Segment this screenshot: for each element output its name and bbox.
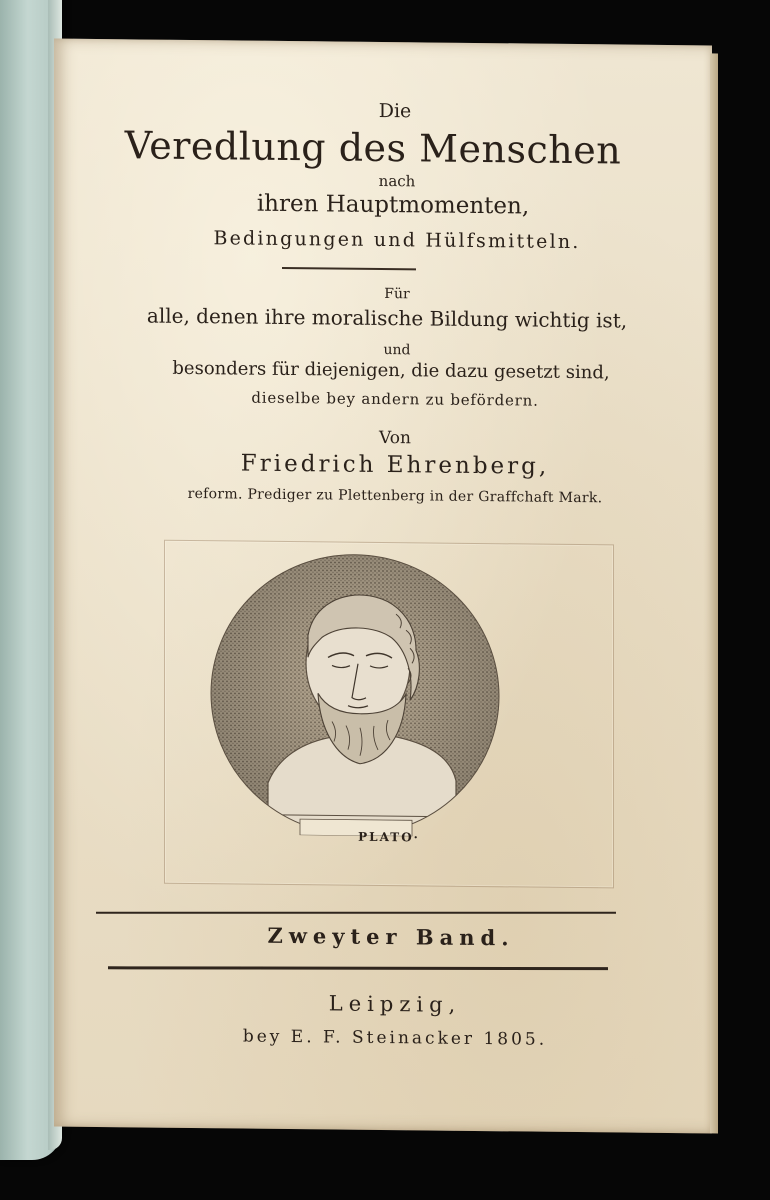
pretitle: Die — [378, 99, 412, 123]
dedication-line-2: besonders für diejenigen, die dazu gesetzt sind, — [172, 357, 610, 384]
dedication-und: und — [383, 342, 411, 359]
von-text: Von — [379, 427, 411, 449]
portrait-caption: PLATO· — [358, 829, 420, 845]
divider-upper — [96, 912, 616, 914]
nach-text: nach — [378, 171, 416, 191]
divider-lower — [108, 966, 608, 970]
plato-portrait-medallion — [210, 552, 500, 837]
divider-short — [282, 267, 416, 270]
dedication-line-1: alle, denen ihre moralische Bildung wichtig ist, — [146, 303, 628, 333]
subtitle-line-2: Bedingungen und Hülfsmitteln. — [213, 227, 581, 254]
volume-label: Zweyter Band. — [267, 922, 515, 951]
author-name: Friedrich Ehrenberg, — [240, 450, 550, 480]
dedication-fuer: Für — [384, 286, 410, 303]
author-role: reform. Prediger zu Plettenberg in der Graffchaft Mark. — [187, 485, 603, 507]
imprint-city: Leipzig, — [328, 991, 462, 1017]
book-title: Veredlung des Menschen — [124, 123, 622, 173]
dedication-line-3: dieselbe bey andern zu befördern. — [251, 388, 539, 410]
imprint-publisher: bey E. F. Steinacker 1805. — [242, 1026, 548, 1050]
title-page — [54, 39, 712, 1134]
subtitle-line-1: ihren Hauptmomenten, — [256, 190, 530, 220]
